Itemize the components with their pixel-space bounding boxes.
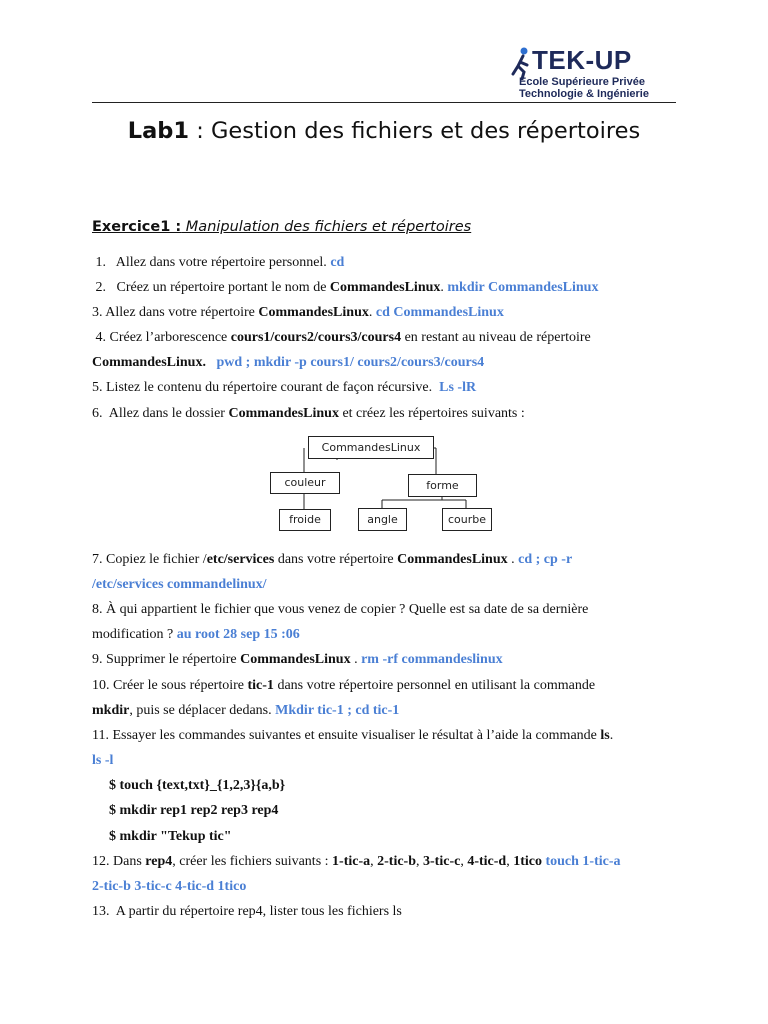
logo-brand: TEK-UP <box>532 45 632 75</box>
node-angle: angle <box>358 508 407 531</box>
node-forme: forme <box>408 474 477 497</box>
node-couleur: couleur <box>270 472 340 494</box>
step-11: 11. Essayer les commandes suivantes et ensuite visualiser le résultat à l’aide la commande ls. <box>92 728 614 743</box>
step-4-cont: CommandesLinux. pwd ; mkdir -p cours1/ cours2/cours3/cours4 <box>92 355 485 370</box>
step-8: 8. À qui appartient le fichier que vous venez de copier ? Quelle est sa date de sa dernière <box>92 602 589 617</box>
step-1: 1. Allez dans votre répertoire personnel. cd <box>92 255 345 270</box>
step-12-cont: 2-tic-b 3-tic-c 4-tic-d 1tico <box>92 879 247 894</box>
header-rule <box>92 102 676 103</box>
step-13: 13. A partir du répertoire rep4, lister tous les fichiers ls <box>92 904 402 919</box>
node-commandeslinux: CommandesLinux <box>308 436 434 459</box>
step-2: 2. Créez un répertoire portant le nom de CommandesLinux. mkdir CommandesLinux <box>92 280 599 295</box>
step-4: 4. Créez l’arborescence cours1/cours2/cours3/cours4 en restant au niveau de répertoire <box>92 330 591 345</box>
node-froide: froide <box>279 509 331 531</box>
step-6: 6. Allez dans le dossier CommandesLinux et créez les répertoires suivants : <box>92 406 525 421</box>
logo-line2: Technologie & Ingénierie <box>519 88 649 100</box>
step-3: 3. Allez dans votre répertoire CommandesLinux. cd CommandesLinux <box>92 305 504 320</box>
node-courbe: courbe <box>442 508 492 531</box>
logo-line1: École Supérieure Privée <box>519 76 645 88</box>
exercise-heading: Exercice1 : Manipulation des fichiers et répertoires <box>92 219 472 235</box>
step-7: 7. Copiez le fichier /etc/services dans votre répertoire CommandesLinux . cd ; cp -r <box>92 552 573 567</box>
runner-icon <box>510 46 534 80</box>
step-7-cont: /etc/services commandelinux/ <box>92 577 267 592</box>
school-logo <box>510 46 680 102</box>
step-10-cont: mkdir, puis se déplacer dedans. Mkdir tic-1 ; cd tic-1 <box>92 703 400 718</box>
command-touch: $ touch {text,txt}_{1,2,3}{a,b} <box>109 778 286 793</box>
step-11-cmd: ls -l <box>92 753 114 768</box>
step-12: 12. Dans rep4, créer les fichiers suivants : 1-tic-a, 2-tic-b, 3-tic-c, 4-tic-d, 1tico touch 1-tic-a <box>92 854 621 869</box>
step-10: 10. Créer le sous répertoire tic-1 dans votre répertoire personnel en utilisant la commande <box>92 678 596 693</box>
step-8-cont: modification ? au root 28 sep 15 :06 <box>92 627 300 642</box>
command-mkdir-reps: $ mkdir rep1 rep2 rep3 rep4 <box>109 803 279 818</box>
step-9: 9. Supprimer le répertoire CommandesLinux . rm -rf commandeslinux <box>92 652 503 667</box>
step-5: 5. Listez le contenu du répertoire courant de façon récursive. Ls -lR <box>92 380 477 395</box>
command-mkdir-tekup: $ mkdir "Tekup tic" <box>109 829 232 844</box>
directory-tree-diagram <box>264 430 496 536</box>
page-title: Lab1 : Gestion des fichiers et des répertoires <box>127 118 641 144</box>
